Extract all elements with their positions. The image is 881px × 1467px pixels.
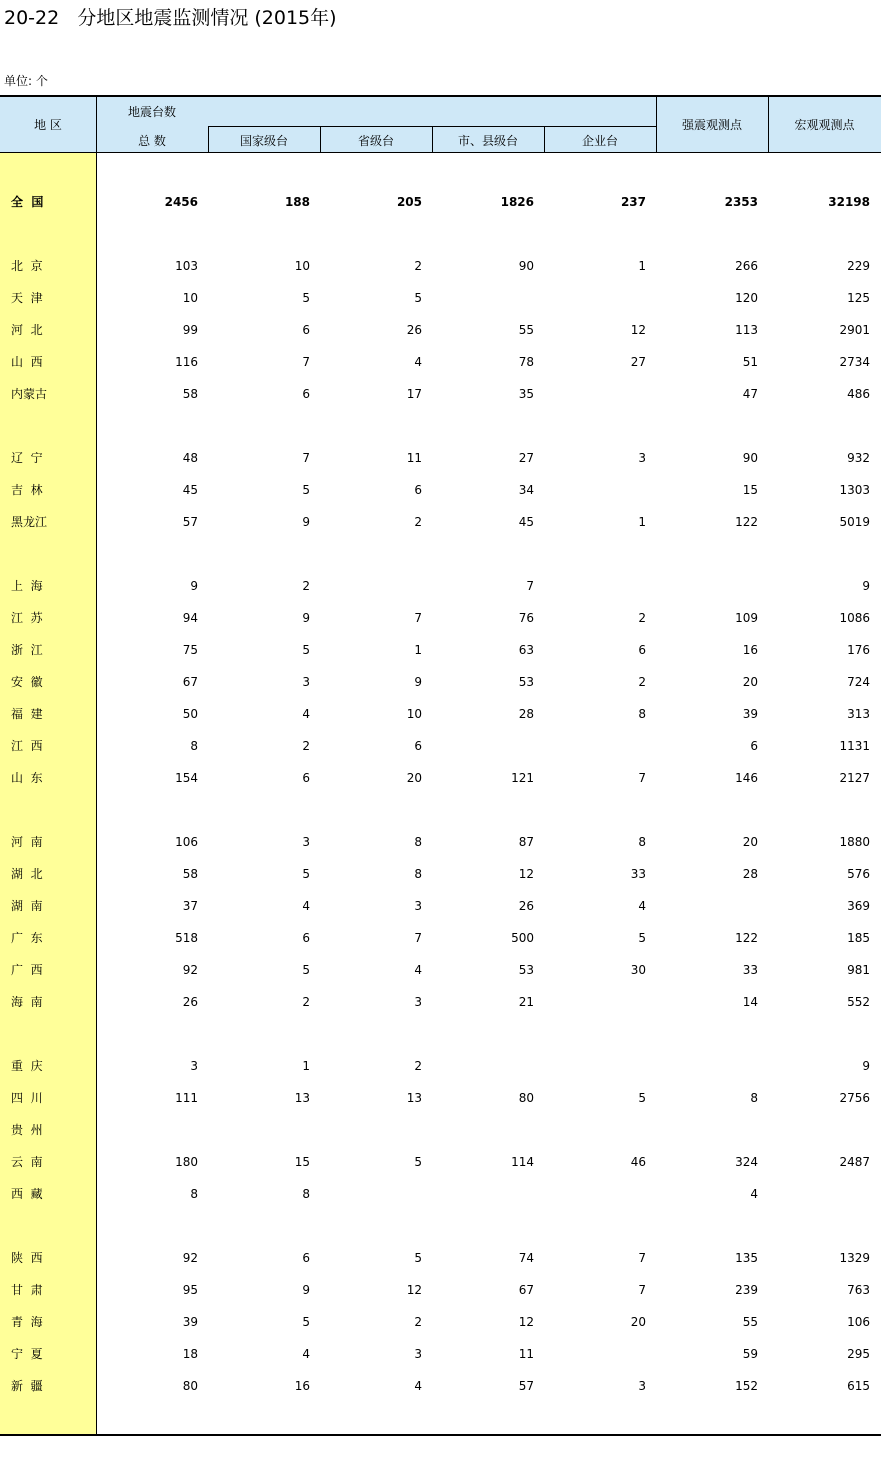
table-row [0, 256, 881, 276]
cell-provincial: 12 [406, 1283, 422, 1297]
table-row [0, 192, 881, 212]
header-enterprise: 企业台 [581, 134, 618, 148]
cell-enterprise: 7 [638, 771, 646, 785]
cell-provincial: 8 [414, 867, 422, 881]
cell-macro: 9 [862, 579, 870, 593]
cell-total: 2456 [164, 195, 198, 209]
cell-provincial: 20 [406, 771, 422, 785]
region-name: 北 京 [11, 259, 43, 273]
table-row [0, 1088, 881, 1108]
cell-national: 9 [302, 611, 310, 625]
cell-total: 518 [175, 931, 198, 945]
cell-total: 48 [182, 451, 198, 465]
cell-macro: 1303 [839, 483, 870, 497]
cell-national: 4 [302, 707, 310, 721]
cell-provincial: 3 [414, 1347, 422, 1361]
cell-enterprise: 33 [630, 867, 646, 881]
cell-national: 15 [294, 1155, 310, 1169]
cell-macro: 369 [847, 899, 870, 913]
table-row [0, 1120, 881, 1140]
table-row [0, 512, 881, 532]
cell-national: 6 [302, 323, 310, 337]
header-divider [96, 97, 97, 153]
region-name: 辽 宁 [11, 451, 43, 465]
cell-macro: 981 [847, 963, 870, 977]
table-row [0, 1248, 881, 1268]
cell-city: 27 [518, 451, 534, 465]
cell-total: 3 [190, 1059, 198, 1073]
table-row [0, 640, 881, 660]
cell-strong: 15 [742, 483, 758, 497]
table-row [0, 1152, 881, 1172]
cell-macro: 2127 [839, 771, 870, 785]
cell-strong: 16 [742, 643, 758, 657]
data-table [0, 95, 881, 1435]
cell-macro: 32198 [828, 195, 870, 209]
table-row [0, 576, 881, 596]
region-name: 新 疆 [11, 1379, 43, 1393]
cell-provincial: 5 [414, 1251, 422, 1265]
table-row [0, 704, 881, 724]
cell-strong: 239 [735, 1283, 758, 1297]
cell-city: 87 [518, 835, 534, 849]
cell-total: 8 [190, 739, 198, 753]
cell-national: 9 [302, 515, 310, 529]
cell-city: 45 [518, 515, 534, 529]
cell-city: 35 [518, 387, 534, 401]
cell-total: 106 [175, 835, 198, 849]
region-name: 广 西 [11, 963, 43, 977]
cell-total: 67 [182, 675, 198, 689]
cell-total: 18 [182, 1347, 198, 1361]
cell-city: 63 [518, 643, 534, 657]
region-name: 河 南 [11, 835, 43, 849]
region-name: 云 南 [11, 1155, 43, 1169]
cell-total: 99 [182, 323, 198, 337]
region-name: 四 川 [11, 1091, 43, 1105]
cell-national: 6 [302, 1251, 310, 1265]
region-name: 山 西 [11, 355, 43, 369]
cell-total: 180 [175, 1155, 198, 1169]
cell-total: 92 [182, 1251, 198, 1265]
cell-total: 111 [175, 1091, 198, 1105]
cell-city: 90 [518, 259, 534, 273]
table-row [0, 864, 881, 884]
cell-strong: 146 [735, 771, 758, 785]
cell-provincial: 6 [414, 739, 422, 753]
cell-strong: 8 [750, 1091, 758, 1105]
region-name: 河 北 [11, 323, 43, 337]
cell-provincial: 5 [414, 291, 422, 305]
cell-enterprise: 237 [620, 195, 646, 209]
region-name: 浙 江 [11, 643, 43, 657]
table-bottom-rule [0, 1434, 881, 1436]
table-row [0, 1280, 881, 1300]
table-row [0, 608, 881, 628]
cell-provincial: 1 [414, 643, 422, 657]
cell-macro: 295 [847, 1347, 870, 1361]
cell-total: 45 [182, 483, 198, 497]
region-name: 重 庆 [11, 1059, 43, 1073]
cell-city: 121 [511, 771, 534, 785]
region-name: 吉 林 [11, 483, 43, 497]
cell-enterprise: 5 [638, 931, 646, 945]
region-name: 天 津 [11, 291, 43, 305]
region-name: 贵 州 [11, 1123, 43, 1137]
cell-national: 5 [302, 483, 310, 497]
cell-macro: 576 [847, 867, 870, 881]
cell-enterprise: 30 [630, 963, 646, 977]
header-divider [432, 126, 433, 153]
table-row [0, 672, 881, 692]
cell-total: 103 [175, 259, 198, 273]
cell-strong: 20 [742, 835, 758, 849]
cell-strong: 55 [742, 1315, 758, 1329]
cell-national: 3 [302, 675, 310, 689]
region-name: 黑龙江 [11, 515, 48, 529]
cell-strong: 2353 [724, 195, 758, 209]
cell-city: 21 [518, 995, 534, 1009]
cell-provincial: 2 [414, 1315, 422, 1329]
cell-macro: 1329 [839, 1251, 870, 1265]
cell-enterprise: 3 [638, 1379, 646, 1393]
cell-national: 4 [302, 899, 310, 913]
cell-national: 16 [294, 1379, 310, 1393]
cell-macro: 2901 [839, 323, 870, 337]
cell-city: 57 [518, 1379, 534, 1393]
cell-enterprise: 5 [638, 1091, 646, 1105]
region-name: 湖 南 [11, 899, 43, 913]
cell-provincial: 9 [414, 675, 422, 689]
cell-total: 154 [175, 771, 198, 785]
cell-national: 2 [302, 579, 310, 593]
region-name: 甘 肃 [11, 1283, 43, 1297]
region-name: 全 国 [11, 195, 44, 209]
cell-city: 11 [518, 1347, 534, 1361]
cell-macro: 932 [847, 451, 870, 465]
cell-national: 6 [302, 387, 310, 401]
region-column-fill [0, 153, 96, 1434]
cell-strong: 4 [750, 1187, 758, 1201]
table-row [0, 896, 881, 916]
cell-macro: 2487 [839, 1155, 870, 1169]
table-row [0, 928, 881, 948]
region-name: 西 藏 [11, 1187, 43, 1201]
cell-macro: 2734 [839, 355, 870, 369]
region-name: 上 海 [11, 579, 43, 593]
table-row [0, 1376, 881, 1396]
region-name: 山 东 [11, 771, 43, 785]
header-region: 地 区 [34, 118, 62, 132]
cell-provincial: 11 [406, 451, 422, 465]
cell-macro: 615 [847, 1379, 870, 1393]
cell-strong: 122 [735, 515, 758, 529]
cell-enterprise: 2 [638, 675, 646, 689]
cell-strong: 14 [742, 995, 758, 1009]
region-name: 宁 夏 [11, 1347, 43, 1361]
cell-city: 80 [518, 1091, 534, 1105]
cell-strong: 122 [735, 931, 758, 945]
region-name: 湖 北 [11, 867, 43, 881]
header-provincial: 省级台 [357, 134, 394, 148]
cell-total: 58 [182, 387, 198, 401]
cell-national: 6 [302, 931, 310, 945]
cell-enterprise: 7 [638, 1251, 646, 1265]
table-header [0, 95, 881, 153]
cell-city: 34 [518, 483, 534, 497]
cell-provincial: 2 [414, 259, 422, 273]
cell-enterprise: 6 [638, 643, 646, 657]
cell-enterprise: 12 [630, 323, 646, 337]
table-row [0, 1344, 881, 1364]
region-name: 福 建 [11, 707, 43, 721]
cell-enterprise: 27 [630, 355, 646, 369]
cell-strong: 51 [742, 355, 758, 369]
table-row [0, 768, 881, 788]
cell-city: 76 [518, 611, 534, 625]
cell-total: 8 [190, 1187, 198, 1201]
cell-macro: 229 [847, 259, 870, 273]
cell-macro: 1131 [839, 739, 870, 753]
cell-macro: 1880 [839, 835, 870, 849]
table-row [0, 320, 881, 340]
cell-city: 53 [518, 675, 534, 689]
cell-provincial: 4 [414, 1379, 422, 1393]
cell-national: 13 [294, 1091, 310, 1105]
table-row [0, 1184, 881, 1204]
region-name: 江 苏 [11, 611, 43, 625]
cell-city: 12 [518, 867, 534, 881]
cell-strong: 39 [742, 707, 758, 721]
cell-macro: 5019 [839, 515, 870, 529]
region-name: 陕 西 [11, 1251, 43, 1265]
cell-total: 9 [190, 579, 198, 593]
cell-city: 12 [518, 1315, 534, 1329]
cell-enterprise: 7 [638, 1283, 646, 1297]
table-row [0, 1056, 881, 1076]
cell-macro: 763 [847, 1283, 870, 1297]
cell-strong: 20 [742, 675, 758, 689]
cell-city: 78 [518, 355, 534, 369]
cell-macro: 486 [847, 387, 870, 401]
cell-strong: 109 [735, 611, 758, 625]
cell-macro: 724 [847, 675, 870, 689]
cell-macro: 1086 [839, 611, 870, 625]
header-divider [544, 126, 545, 153]
cell-strong: 324 [735, 1155, 758, 1169]
cell-strong: 59 [742, 1347, 758, 1361]
table-row [0, 1312, 881, 1332]
cell-strong: 113 [735, 323, 758, 337]
cell-national: 188 [284, 195, 310, 209]
cell-national: 3 [302, 835, 310, 849]
cell-national: 6 [302, 771, 310, 785]
cell-provincial: 3 [414, 995, 422, 1009]
cell-city: 67 [518, 1283, 534, 1297]
cell-provincial: 8 [414, 835, 422, 849]
cell-strong: 152 [735, 1379, 758, 1393]
cell-city: 28 [518, 707, 534, 721]
cell-total: 94 [182, 611, 198, 625]
region-name: 安 徽 [11, 675, 43, 689]
cell-provincial: 4 [414, 963, 422, 977]
header-city-county: 市、县级台 [457, 134, 518, 148]
cell-national: 2 [302, 739, 310, 753]
cell-total: 116 [175, 355, 198, 369]
header-macro: 宏观观测点 [794, 118, 855, 132]
cell-strong: 47 [742, 387, 758, 401]
region-column-divider [96, 153, 97, 1434]
cell-city: 1826 [500, 195, 534, 209]
cell-total: 92 [182, 963, 198, 977]
cell-macro: 176 [847, 643, 870, 657]
cell-city: 74 [518, 1251, 534, 1265]
cell-enterprise: 4 [638, 899, 646, 913]
cell-national: 9 [302, 1283, 310, 1297]
cell-national: 2 [302, 995, 310, 1009]
cell-total: 37 [182, 899, 198, 913]
cell-national: 7 [302, 451, 310, 465]
cell-national: 5 [302, 1315, 310, 1329]
cell-macro: 9 [862, 1059, 870, 1073]
table-row [0, 288, 881, 308]
cell-city: 55 [518, 323, 534, 337]
cell-total: 39 [182, 1315, 198, 1329]
cell-total: 26 [182, 995, 198, 1009]
table-row [0, 352, 881, 372]
cell-national: 7 [302, 355, 310, 369]
cell-enterprise: 1 [638, 515, 646, 529]
region-name: 青 海 [11, 1315, 43, 1329]
header-national: 国家级台 [239, 134, 288, 148]
cell-national: 4 [302, 1347, 310, 1361]
cell-city: 53 [518, 963, 534, 977]
table-row [0, 832, 881, 852]
cell-provincial: 205 [396, 195, 422, 209]
table-row [0, 960, 881, 980]
cell-provincial: 10 [406, 707, 422, 721]
header-strong-motion: 强震观测点 [681, 118, 742, 132]
cell-national: 1 [302, 1059, 310, 1073]
table-row [0, 480, 881, 500]
cell-provincial: 3 [414, 899, 422, 913]
cell-macro: 125 [847, 291, 870, 305]
cell-provincial: 2 [414, 515, 422, 529]
header-total: 总 数 [138, 134, 166, 148]
region-name: 内蒙古 [11, 387, 48, 401]
cell-provincial: 2 [414, 1059, 422, 1073]
cell-provincial: 13 [406, 1091, 422, 1105]
header-divider [768, 97, 769, 153]
header-divider [320, 126, 321, 153]
cell-provincial: 4 [414, 355, 422, 369]
cell-national: 10 [294, 259, 310, 273]
cell-total: 50 [182, 707, 198, 721]
header-stations-group: 地震台数 [127, 105, 176, 119]
cell-national: 5 [302, 643, 310, 657]
region-name: 广 东 [11, 931, 43, 945]
cell-provincial: 5 [414, 1155, 422, 1169]
cell-provincial: 26 [406, 323, 422, 337]
cell-strong: 266 [735, 259, 758, 273]
unit-label: 单位: 个 [4, 74, 48, 88]
cell-strong: 28 [742, 867, 758, 881]
cell-total: 75 [182, 643, 198, 657]
cell-enterprise: 2 [638, 611, 646, 625]
cell-total: 95 [182, 1283, 198, 1297]
cell-national: 8 [302, 1187, 310, 1201]
cell-city: 7 [526, 579, 534, 593]
cell-total: 58 [182, 867, 198, 881]
region-name: 江 西 [11, 739, 43, 753]
cell-enterprise: 1 [638, 259, 646, 273]
region-name: 海 南 [11, 995, 43, 1009]
cell-enterprise: 46 [630, 1155, 646, 1169]
page-title: 20-22 分地区地震监测情况 (2015年) [4, 7, 337, 29]
cell-strong: 120 [735, 291, 758, 305]
table-row [0, 448, 881, 468]
cell-enterprise: 8 [638, 835, 646, 849]
cell-city: 500 [511, 931, 534, 945]
cell-provincial: 7 [414, 611, 422, 625]
cell-provincial: 7 [414, 931, 422, 945]
cell-city: 114 [511, 1155, 534, 1169]
cell-provincial: 17 [406, 387, 422, 401]
cell-national: 5 [302, 291, 310, 305]
cell-total: 80 [182, 1379, 198, 1393]
header-divider [656, 97, 657, 153]
cell-strong: 33 [742, 963, 758, 977]
cell-enterprise: 3 [638, 451, 646, 465]
table-body [0, 153, 881, 1434]
cell-national: 5 [302, 867, 310, 881]
table-row [0, 736, 881, 756]
cell-macro: 313 [847, 707, 870, 721]
cell-strong: 6 [750, 739, 758, 753]
cell-strong: 90 [742, 451, 758, 465]
cell-provincial: 6 [414, 483, 422, 497]
cell-enterprise: 20 [630, 1315, 646, 1329]
cell-strong: 135 [735, 1251, 758, 1265]
cell-macro: 185 [847, 931, 870, 945]
cell-macro: 106 [847, 1315, 870, 1329]
cell-total: 10 [182, 291, 198, 305]
cell-total: 57 [182, 515, 198, 529]
cell-macro: 2756 [839, 1091, 870, 1105]
cell-macro: 552 [847, 995, 870, 1009]
table-row [0, 992, 881, 1012]
cell-city: 26 [518, 899, 534, 913]
table-row [0, 384, 881, 404]
cell-enterprise: 8 [638, 707, 646, 721]
cell-national: 5 [302, 963, 310, 977]
header-divider [208, 126, 209, 153]
